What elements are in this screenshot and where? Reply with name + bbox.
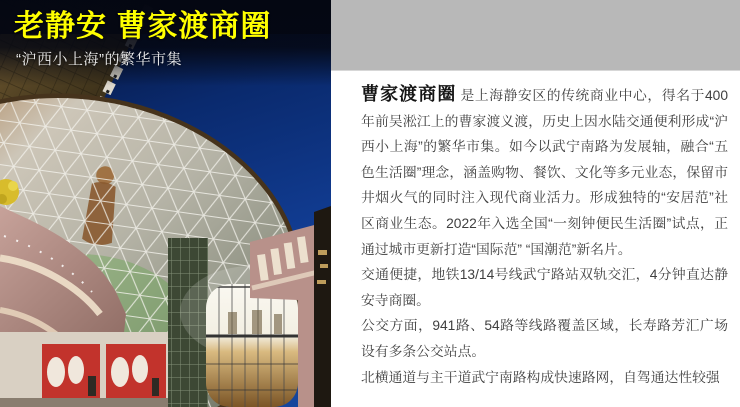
article-paragraph-bus: 公交方面，941路、54路等线路覆盖区域，长寿路芳汇广场设有多条公交站点。: [361, 318, 728, 359]
page-subtitle: “沪西小上海”的繁华市集: [16, 51, 182, 68]
top-strip: [331, 0, 740, 71]
page-title: 老静安 曹家渡商圈: [14, 10, 272, 43]
caojiadu-photo-illustration: [0, 0, 331, 407]
article-intro-text: 是上海静安区的传统商业中心，得名于400年前吴淞江上的曹家渡义渡，历史上因水陆交通便利形成“沪西小上海”的繁华市集。如今以武宁南路为发展轴，融合“五色生活圈”理念，涵盖购物、餐饮、文化等多元业态，保留市井烟火气的同时注入现代商业活力。形成独特的“安居范”社区商业生态。2022年入选全国“一刻钟便民生活圈”试点，正通过城市更新打造“国际范” “国潮范”新名片。: [361, 88, 728, 257]
article-panel: [331, 72, 740, 407]
caojiadu-photo: [0, 0, 331, 407]
article-paragraph-metro: 交通便捷，地铁13/14号线武宁路站双轨交汇，4分钟直达静安寺商圈。: [361, 267, 728, 308]
article-paragraph-road: 北横通道与主干道武宁南路构成快速路网，自驾通达性较强: [361, 369, 720, 385]
article-intro: [361, 82, 728, 262]
article-heading: 曹家渡商圈: [361, 84, 457, 104]
